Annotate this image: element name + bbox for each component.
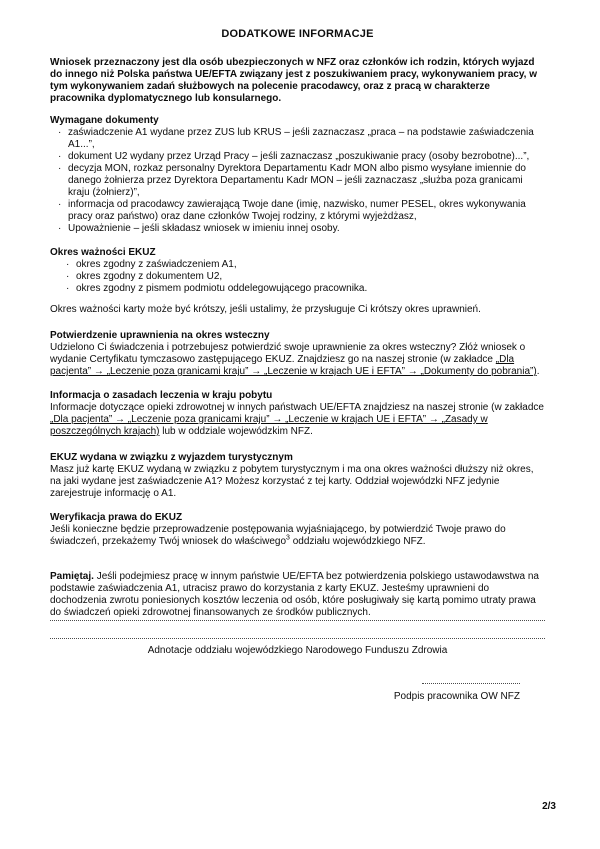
validity-period-list xyxy=(50,259,545,295)
section-tourist-card xyxy=(50,452,545,500)
treatment-info-paragraph xyxy=(50,402,545,438)
bullet-icon: · xyxy=(58,163,62,174)
bullet-icon: · xyxy=(66,271,70,282)
paragraph-text: oddziału wojewódzkiego NFZ. xyxy=(289,536,426,547)
list-item xyxy=(50,151,545,163)
dotted-line xyxy=(50,638,545,639)
paragraph-text: Jeśli podejmiesz pracę w innym państwie UE/EFTA bez potwierdzenia polskiego ustawodawstwa na podstawie zaświadczenia A1, utracisz prawo do korzystania z karty EKUZ. Jesteśmy uprawnieni do dochodzenia zwrotu poniesionych kosztów leczenia od osób, które posługiwały się kartą pomimo utraty prawa do świadczeń opieki zdrowotnej finansowanych ze środków publicznych. xyxy=(50,571,539,618)
bullet-icon: · xyxy=(58,223,62,234)
bullet-icon: · xyxy=(58,127,62,138)
signature-block xyxy=(300,679,520,703)
signature-dotted-line xyxy=(422,683,520,684)
bullet-icon: · xyxy=(66,283,70,294)
paragraph-text: Jeśli konieczne będzie przeprowadzenie postępowania wyjaśniającego, by potwierdzić Twoje prawo do świadczeń, przekażemy Twój wniosek do właściwego xyxy=(50,524,506,547)
page-title: DODATKOWE INFORMACJE xyxy=(221,28,374,40)
list-item-text: okres zgodny z pismem podmiotu oddelegowującego pracownika. xyxy=(76,283,368,294)
intro-paragraph: Wniosek przeznaczony jest dla osób ubezpieczonych w NFZ oraz członków ich rodzin, których wyjazd do innego niż Polska państwa UE/EFTA związany jest z poszukiwaniem pracy, wykonywaniem pracy, w tym wykonywaniem zadań służbowych na polecenie pracodawcy, oraz z pracą w charakterze pracownika dyplomatycznego lub konsularnego. xyxy=(50,57,537,104)
heading-required-documents: Wymagane dokumenty xyxy=(50,115,159,126)
validity-note: Okres ważności karty może być krótszy, jeśli ustalimy, że przysługuje Ci krótszy okres uprawnień. xyxy=(50,304,481,315)
heading-validity-period: Okres ważności EKUZ xyxy=(50,247,156,258)
list-item xyxy=(50,259,545,271)
list-item xyxy=(50,283,545,295)
remember-paragraph xyxy=(50,571,545,619)
bullet-icon: · xyxy=(58,151,62,162)
page-number: 2/3 xyxy=(542,801,556,812)
section-treatment-info xyxy=(50,390,545,438)
list-item xyxy=(50,127,545,151)
list-item xyxy=(50,199,545,223)
annotations-block xyxy=(50,620,545,657)
verification-paragraph xyxy=(50,524,545,548)
retro-confirmation-paragraph xyxy=(50,342,545,378)
paragraph-text: Informacje dotyczące opieki zdrowotnej w innych państwach UE/EFTA znajdziesz na naszej stronie (w zakładce xyxy=(50,402,544,413)
section-verification xyxy=(50,512,545,548)
list-item-text: okres zgodny z dokumentem U2, xyxy=(76,271,223,282)
paragraph-text: Udzielono Ci świadczenia i potrzebujesz potwierdzić swoje uprawnienie za okres wsteczny? Złóż wniosek o wydanie Certyfikatu tymczasowo zastępującego EKUZ. Znajdziesz go na naszej stronie (w zakładce xyxy=(50,342,526,365)
paragraph-text: . xyxy=(536,366,540,377)
list-item-text: okres zgodny z zaświadczeniem A1, xyxy=(76,259,237,270)
list-item-text: informacja od pracodawcy zawierającą Twoje dane (imię, nazwisko, numer PESEL, okres wykonywania pracy oraz państwo) oraz dane członków Twojej rodziny, z którymi wyjeżdżasz, xyxy=(68,199,526,222)
heading-verification: Weryfikacja prawa do EKUZ xyxy=(50,512,183,523)
required-documents-list xyxy=(50,127,545,235)
site-path-text: „Dla pacjenta” → „Leczenie poza granicami kraju” → „Leczenie w krajach UE i EFTA” → „Dokumenty do pobrania”) xyxy=(50,354,537,377)
list-item-text: zaświadczenie A1 wydane przez ZUS lub KRUS – jeśli zaznaczasz „praca – na podstawie zaświadczenia A1...”, xyxy=(68,127,534,150)
signature-caption: Podpis pracownika OW NFZ xyxy=(393,691,520,702)
paragraph-text: lub w oddziale wojewódzkim NFZ. xyxy=(159,426,313,437)
list-item-text: Upoważnienie – jeśli składasz wniosek w imieniu innej osoby. xyxy=(68,223,340,234)
site-path-text: „Dla pacjenta” → „Leczenie poza granicami kraju” → „Leczenie w krajach UE i EFTA” → „Zasady w poszczególnych krajach) xyxy=(50,414,488,437)
footnote-marker: 3 xyxy=(286,534,290,542)
list-item-text: decyzja MON, rozkaz personalny Dyrektora Departamentu Kadr MON albo pismo wysyłane imiennie do danego żołnierza przez Dyrektora Departamentu Kadr MON – jeśli zaznaczasz „służba poza granicami kraju (żołnierz)”, xyxy=(68,163,526,198)
remember-label: Pamiętaj. xyxy=(50,571,94,582)
heading-retro-confirmation: Potwierdzenie uprawnienia na okres wsteczny xyxy=(50,330,270,341)
section-required-documents xyxy=(50,115,545,235)
section-retro-confirmation xyxy=(50,330,545,378)
bullet-icon: · xyxy=(58,199,62,210)
list-item xyxy=(50,163,545,199)
heading-tourist-card: EKUZ wydana w związku z wyjazdem turystycznym xyxy=(50,452,293,463)
list-item xyxy=(50,271,545,283)
list-item xyxy=(50,223,545,235)
annotations-caption: Adnotacje oddziału wojewódzkiego Narodowego Funduszu Zdrowia xyxy=(147,645,448,656)
section-validity-period xyxy=(50,247,545,316)
list-item-text: dokument U2 wydany przez Urząd Pracy – jeśli zaznaczasz „poszukiwanie pracy (osoby bezrobotne)...”, xyxy=(68,151,530,162)
bullet-icon: · xyxy=(66,259,70,270)
dotted-line xyxy=(50,620,545,621)
tourist-card-paragraph: Masz już kartę EKUZ wydaną w związku z pobytem turystycznym i ma ona okres ważności dłuższy niż okres, na jaki wydane jest zaświadczenie A1? Możesz korzystać z tej karty. Oddział wojewódzki NFZ jedynie zarejestruje informację o A1. xyxy=(50,464,534,499)
heading-treatment-info: Informacja o zasadach leczenia w kraju pobytu xyxy=(50,390,273,401)
